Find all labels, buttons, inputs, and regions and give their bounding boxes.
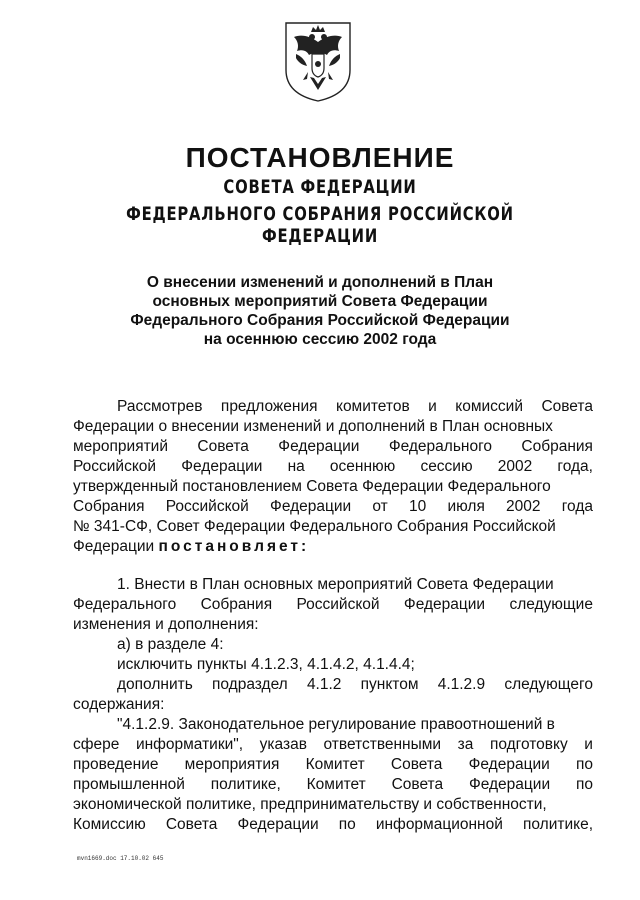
word: комиссий (455, 398, 523, 415)
word: Комитет (306, 776, 366, 793)
word: комитетов (335, 398, 410, 415)
paragraph-line: а) в разделе 4: (117, 636, 224, 653)
word: подраздел (211, 676, 288, 693)
word: по (575, 776, 593, 793)
word: Собрания (200, 596, 273, 613)
word: Рассмотрев (117, 398, 203, 415)
word: на (287, 458, 305, 475)
word: Совета (390, 756, 443, 773)
word: Российской (296, 596, 380, 613)
decree-word: постановляет: (158, 538, 310, 555)
word: по (575, 756, 593, 773)
word: Российской (73, 458, 157, 475)
word: и (428, 398, 437, 415)
word: за (457, 736, 474, 753)
paragraph-line (73, 595, 593, 614)
word: Федерации (403, 596, 486, 613)
paragraph-line (73, 735, 593, 754)
word: и (584, 736, 593, 753)
paragraph-line (117, 675, 593, 694)
paragraph-line (73, 497, 593, 516)
word: 2002 (497, 458, 533, 475)
subject-line: О внесении изменений и дополнений в План (146, 274, 494, 291)
word: проведение (73, 756, 159, 773)
word: Федерации (278, 438, 360, 455)
subject-line: Федерального Собрания Российской Федерации (130, 312, 510, 329)
word: по (338, 816, 356, 833)
word: информатики", (135, 736, 244, 753)
word: Федерации (468, 756, 550, 773)
paragraph-line: экономической политике, предпринимательству и собственности, (73, 796, 547, 813)
word: Совета (165, 816, 218, 833)
word: Совета (197, 438, 249, 455)
word: Комиссию (73, 816, 146, 833)
word: Федерального (73, 596, 177, 613)
word: 4.1.2.9 (437, 676, 486, 693)
word: Совета (541, 398, 593, 415)
paragraph-line (117, 397, 593, 416)
word: 2002 (506, 498, 541, 515)
word: Российской (165, 498, 249, 515)
word: мероприятия (184, 756, 280, 773)
paragraph-line (73, 815, 593, 834)
paragraph-line (73, 457, 593, 476)
paragraph-line: № 341-СФ, Совет Федерации Федерального Собрания Российской (73, 518, 556, 535)
paragraph-line-last (73, 537, 593, 556)
paragraph-line: содержания: (73, 696, 165, 713)
word: предложения (220, 398, 318, 415)
paragraph-text: Федерации (73, 538, 155, 555)
word: следующие (509, 596, 593, 613)
paragraph-line: исключить пункты 4.1.2.3, 4.1.4.2, 4.1.4.4; (117, 656, 415, 673)
word: Федерации (270, 498, 352, 515)
word: дополнить (117, 676, 193, 693)
paragraph-line: Федерации о внесении изменений и дополнений в План основных (73, 418, 553, 435)
word: Федерации (237, 816, 319, 833)
word: 10 (409, 498, 427, 515)
document-title: ПОСТАНОВЛЕНИЕ (185, 142, 455, 173)
paragraph-line (73, 437, 593, 456)
paragraph-line (73, 755, 593, 774)
paragraph-line: 1. Внести в План основных мероприятий Совета Федерации (117, 576, 554, 593)
word: сфере (73, 736, 120, 753)
document-subject (100, 273, 540, 349)
word: Собрания (521, 438, 593, 455)
word: июля (447, 498, 485, 515)
word: политике, (210, 776, 281, 793)
word: года, (557, 458, 593, 475)
word: подготовку (489, 736, 568, 753)
paragraph-line (73, 775, 593, 794)
paragraph-line: изменения и дополнения: (73, 616, 259, 633)
paragraph-line: утвержденный постановлением Совета Федерации Федерального (73, 478, 551, 495)
word: Федерации (181, 458, 263, 475)
subject-line: на осеннюю сессию 2002 года (203, 331, 437, 348)
word: от (372, 498, 388, 515)
paragraph-line: "4.1.2.9. Законодательное регулирование правоотношений в (117, 716, 555, 733)
word: следующего (504, 676, 593, 693)
word: информационной (375, 816, 503, 833)
document-subtitle-assembly: ФЕДЕРАЛЬНОГО СОБРАНИЯ РОССИЙСКОЙ ФЕДЕРАЦИИ (126, 203, 514, 247)
word: Комитет (305, 756, 365, 773)
word: ответственными (323, 736, 442, 753)
word: Федерального (388, 438, 493, 455)
word: сессию (420, 458, 473, 475)
document-subtitle-council: СОВЕТА ФЕДЕРАЦИИ (223, 176, 417, 198)
word: года (561, 498, 593, 515)
word: Федерации (468, 776, 551, 793)
word: мероприятий (73, 438, 168, 455)
word: промышленной (73, 776, 185, 793)
word: осеннюю (329, 458, 396, 475)
coat-of-arms-emblem-icon (283, 20, 353, 104)
word: Совета (391, 776, 444, 793)
word: пунктом (360, 676, 419, 693)
word: Собрания (73, 498, 145, 515)
subject-line: основных мероприятий Совета Федерации (152, 293, 488, 310)
word: политике, (522, 816, 593, 833)
footer-file-code: mvn1669.doc 17.10.02 645 (77, 855, 164, 862)
word: указав (259, 736, 307, 753)
word: 4.1.2 (306, 676, 342, 693)
